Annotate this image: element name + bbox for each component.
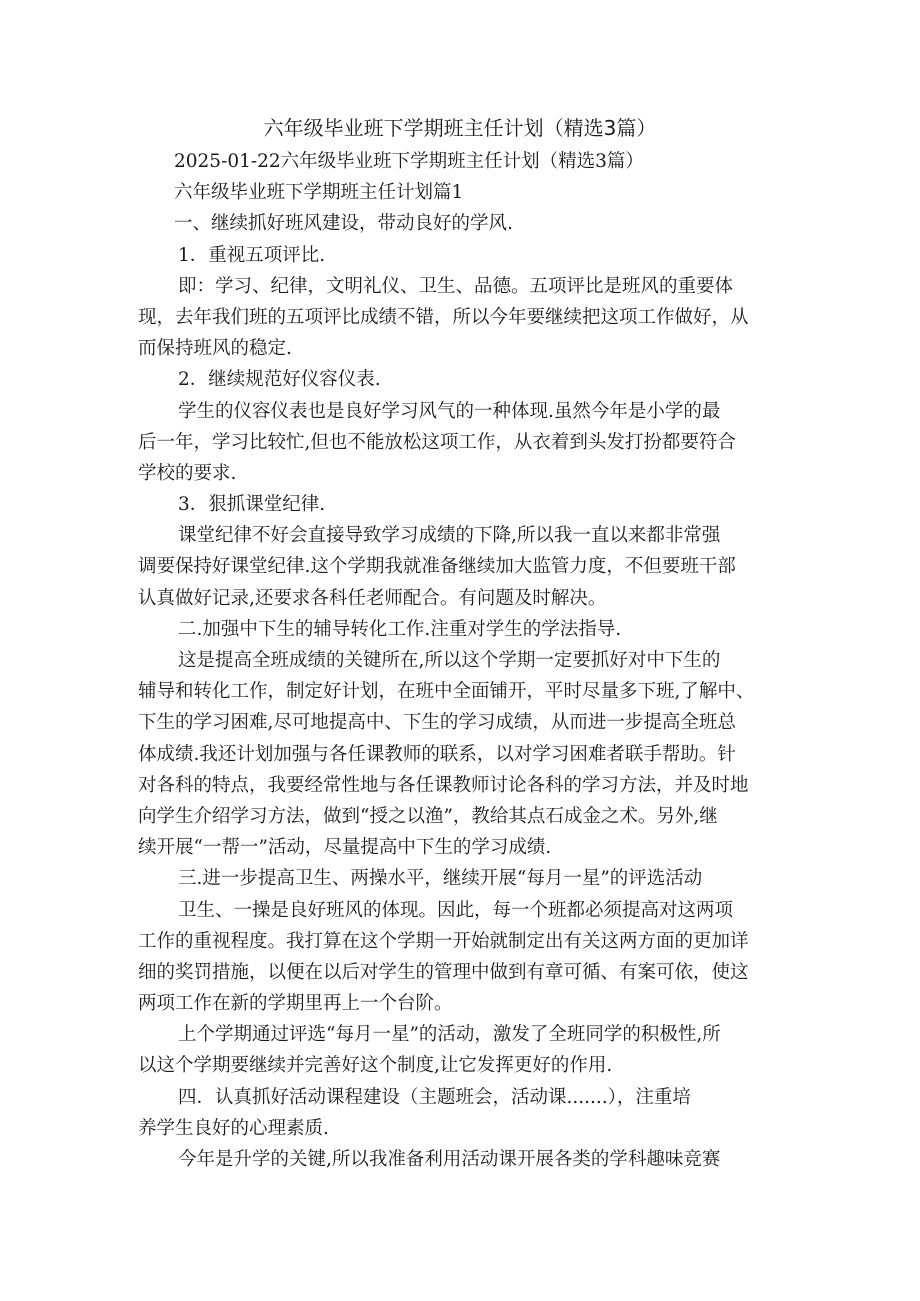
paragraph-line: 辅导和转化工作，制定好计划，在班中全面铺开，平时尽量多下班,了解中、 — [138, 681, 755, 703]
paragraph-line: 工作的重视程度。我打算在这个学期一开始就制定出有关这两方面的更加详 — [138, 930, 749, 952]
paragraph-line: 二.加强中下生的辅导转化工作.注重对学生的学法指导. — [178, 618, 622, 640]
paragraph-line: 1．重视五项评比. — [178, 244, 326, 266]
paragraph-line: 一、继续抓好班风建设，带动良好的学风. — [174, 213, 513, 235]
document-body — [138, 146, 798, 1175]
paragraph-line: 这是提高全班成绩的关键所在,所以这个学期一定要抓好对中下生的 — [178, 650, 721, 671]
paragraph-line: 调要保持好课堂纪律.这个学期我就准备继续加大监管力度，不但要班干部 — [138, 556, 736, 578]
paragraph-line: 向学生介绍学习方法，做到“授之以渔”，教给其点石成金之术。另外,继 — [138, 805, 718, 827]
document-title: 六年级毕业班下学期班主任计划（精选3篇） — [263, 116, 657, 140]
paragraph-line: 今年是升学的关键,所以我准备利用活动课开展各类的学科趣味竞赛 — [178, 1149, 721, 1170]
paragraph-line: 体成绩.我还计划加强与各任课教师的联系，以对学习困难者联手帮助。针 — [138, 743, 736, 765]
paragraph-line: 现，去年我们班的五项评比成绩不错，所以今年要继续把这项工作做好，从 — [138, 306, 749, 328]
paragraph-line: 认真做好记录,还要求各科任老师配合。有问题及时解决。 — [138, 587, 607, 609]
paragraph-line: 2．继续规范好仪容仪表. — [178, 369, 381, 391]
paragraph-line: 续开展“一帮一”活动，尽量提高中下生的学习成绩. — [138, 837, 552, 859]
paragraph-line: 两项工作在新的学期里再上一个台阶。 — [138, 993, 453, 1015]
paragraph-line: 以这个学期要继续并完善好这个制度,让它发挥更好的作用. — [138, 1055, 613, 1077]
paragraph-line: 后一年，学习比较忙,但也不能放松这项工作，从衣着到头发打扮都要符合 — [138, 431, 736, 453]
paragraph-line: 3．狠抓课堂纪律. — [178, 494, 326, 516]
paragraph-line: 六年级毕业班下学期班主任计划篇1 — [174, 182, 464, 204]
paragraph-line: 细的奖罚措施，以便在以后对学生的管理中做到有章可循、有案可依，使这 — [138, 961, 749, 983]
paragraph-line: 课堂纪律不好会直接导致学习成绩的下降,所以我一直以来都非常强 — [178, 525, 721, 547]
paragraph-line: 即：学习、纪律，文明礼仪、卫生、品德。五项评比是班风的重要体 — [178, 275, 734, 297]
paragraph-line: 学生的仪容仪表也是良好学习风气的一种体现.虽然今年是小学的最 — [178, 400, 721, 422]
paragraph-line: 卫生、一操是良好班风的体现。因此，每一个班都必须提高对这两项 — [178, 899, 734, 921]
paragraph-line: 下生的学习困难,尽可地提高中、下生的学习成绩，从而进一步提高全班总 — [138, 712, 736, 734]
paragraph-line: 学校的要求. — [138, 462, 237, 484]
paragraph-line: 而保持班风的稳定. — [138, 338, 292, 360]
paragraph-line: 对各科的特点，我要经常性地与各任课教师讨论各科的学习方法，并及时地 — [138, 774, 749, 796]
paragraph-line: 上个学期通过评选“每月一星”的活动，激发了全班同学的积极性,所 — [178, 1024, 721, 1046]
paragraph-line: 养学生良好的心理素质. — [138, 1117, 329, 1139]
paragraph-line: 三.进一步提高卫生、两操水平，继续开展“每月一星”的评选活动 — [178, 868, 703, 890]
paragraph-line: 2025-01-22六年级毕业班下学期班主任计划（精选3篇） — [174, 151, 644, 172]
paragraph-line: 四．认真抓好活动课程建设（主题班会，活动课.......），注重培 — [178, 1086, 691, 1108]
